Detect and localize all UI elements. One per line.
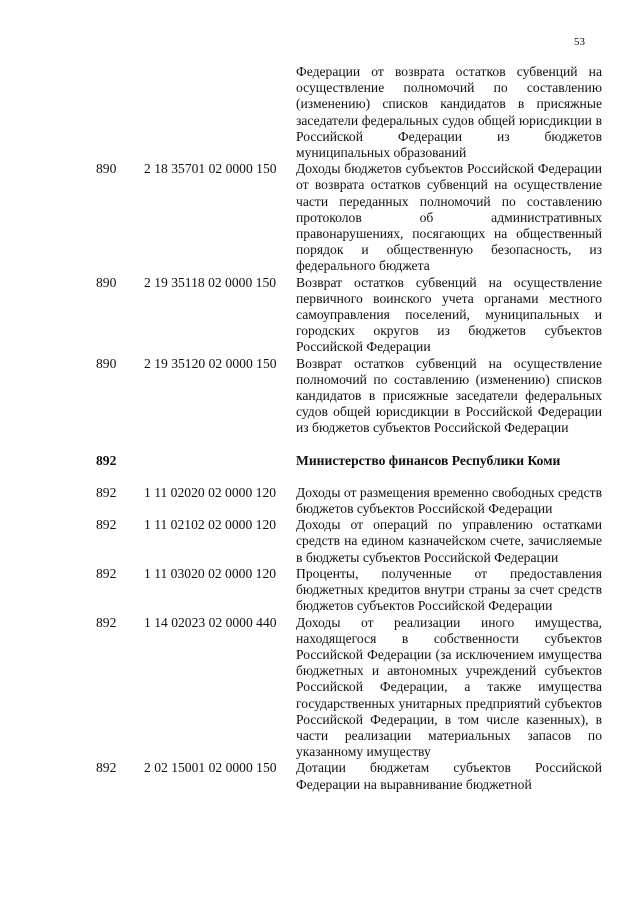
table-row xyxy=(96,566,606,615)
revenue-description: Федерации от возврата остатков субвенций на осуществление полномочий по составлению (изменению) списков кандидатов в присяжные заседатели федеральных судов общей юрисдикции в Российской Федерации из бюджетов муниципальных образований xyxy=(296,64,602,161)
revenue-description: Дотации бюджетам субъектов Российской Федерации на выравнивание бюджетной xyxy=(296,760,602,792)
admin-code: 892 xyxy=(96,565,117,581)
budget-classification-code: 2 19 35120 02 0000 150 xyxy=(144,355,277,371)
admin-code: 892 xyxy=(96,484,117,500)
budget-classification-code: 2 02 15001 02 0000 150 xyxy=(144,760,277,776)
budget-classification-code: 1 11 02102 02 0000 120 xyxy=(144,517,277,533)
revenue-description: Доходы от размещения временно свободных средств бюджетов субъектов Российской Федерации xyxy=(296,484,602,517)
revenue-description: Возврат остатков субвенций на осуществление первичного воинского учета органами местного самоуправления поселений, муниципальных и городских округов из бюджетов субъектов Российской Федерации xyxy=(296,274,602,355)
revenue-description: Доходы от реализации иного имущества, находящегося в собственности субъектов Российской Федерации (за исключением имущества бюджетных и автономных учреждений субъектов Российской Федерации, а также имущества государственных унитарных предприятий субъектов Российской Федерации, в том числе казенных), в части реализации материальных запасов по указанному имуществу xyxy=(296,614,602,760)
admin-code: 890 xyxy=(96,274,117,290)
budget-classification-code: 2 18 35701 02 0000 150 xyxy=(144,161,277,177)
section-admin-code: 892 xyxy=(96,452,117,468)
revenue-description: Возврат остатков субвенций на осуществление полномочий по составлению (изменению) списков кандидатов в присяжные заседатели федеральных судов общей юрисдикции в Российской Федерации из бюджетов субъектов Российской Федерации xyxy=(296,355,602,436)
table-row xyxy=(96,356,606,437)
table-row xyxy=(96,485,606,517)
budget-classification-code: 1 11 03020 02 0000 120 xyxy=(144,565,277,581)
table-row xyxy=(96,275,606,356)
budget-classification-code: 2 19 35118 02 0000 150 xyxy=(144,274,277,290)
revenue-description: Доходы от операций по управлению остатками средств на едином казначейском счете, зачисляемые в бюджеты субъектов Российской Федерации xyxy=(296,517,602,565)
page-number: 53 xyxy=(574,36,585,48)
revenue-codes-table xyxy=(96,64,606,793)
budget-classification-code: 1 14 02023 02 0000 440 xyxy=(144,614,277,630)
admin-code: 892 xyxy=(96,614,117,630)
admin-code: 890 xyxy=(96,161,117,177)
table-row xyxy=(96,615,606,761)
budget-classification-code: 1 11 02020 02 0000 120 xyxy=(144,484,277,500)
table-row xyxy=(96,161,606,274)
table-row xyxy=(96,517,606,566)
revenue-description: Доходы бюджетов субъектов Российской Федерации от возврата остатков субвенций на осуществление части переданных полномочий по составлению протоколов об административных правонарушениях, посягающих на общественный порядок и общественную безопасность, из федерального бюджета xyxy=(296,161,602,274)
table-row xyxy=(96,760,606,792)
admin-code: 892 xyxy=(96,517,117,533)
section-header xyxy=(96,453,606,469)
section-title: Министерство финансов Республики Коми xyxy=(296,452,561,468)
revenue-description: Проценты, полученные от предоставления бюджетных кредитов внутри страны за счет средств бюджетов субъектов Российской Федерации xyxy=(296,565,602,614)
admin-code: 890 xyxy=(96,355,117,371)
admin-code: 892 xyxy=(96,760,117,776)
table-row xyxy=(96,64,606,161)
